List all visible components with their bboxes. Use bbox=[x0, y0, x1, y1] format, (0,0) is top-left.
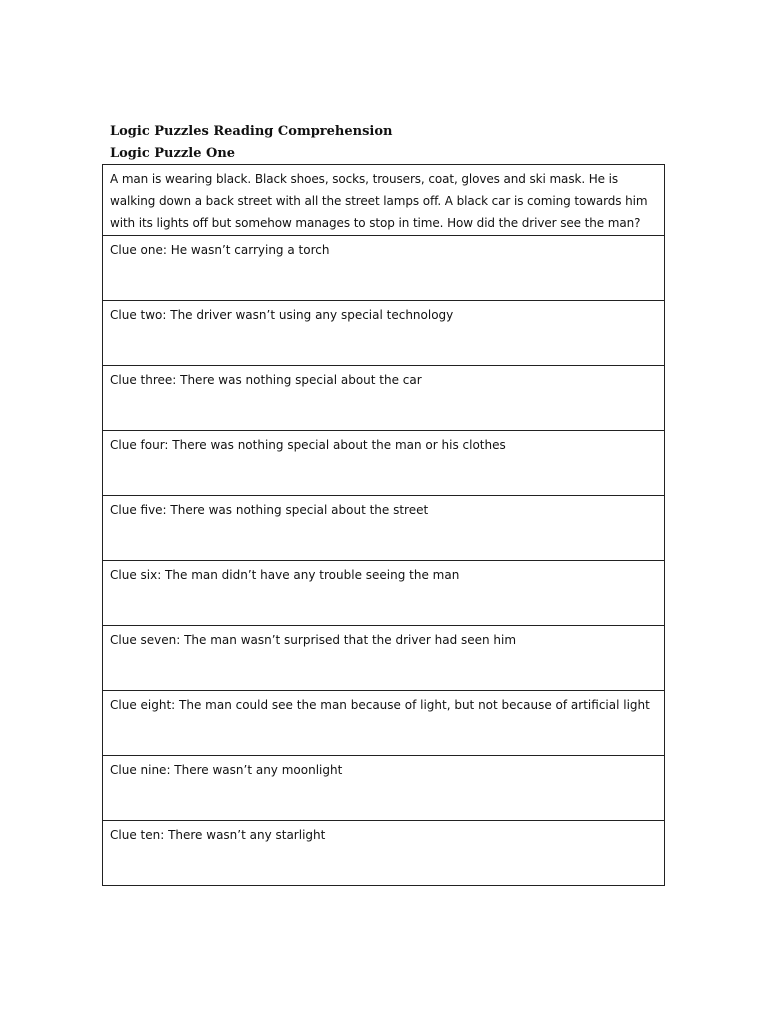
clue-nine: Clue nine: There wasn’t any moonlight bbox=[103, 756, 665, 821]
clue-seven: Clue seven: The man wasn’t surprised that the driver had seen him bbox=[103, 626, 665, 691]
clue-row bbox=[103, 496, 665, 561]
clue-two: Clue two: The driver wasn’t using any special technology bbox=[103, 301, 665, 366]
clue-four: Clue four: There was nothing special about the man or his clothes bbox=[103, 431, 665, 496]
clue-six: Clue six: The man didn’t have any trouble seeing the man bbox=[103, 561, 665, 626]
clue-three: Clue three: There was nothing special about the car bbox=[103, 366, 665, 431]
clue-eight: Clue eight: The man could see the man because of light, but not because of artificial light bbox=[103, 691, 665, 756]
clue-row bbox=[103, 821, 665, 886]
clue-five: Clue five: There was nothing special about the street bbox=[103, 496, 665, 561]
clue-row bbox=[103, 431, 665, 496]
intro-row bbox=[103, 165, 665, 236]
clue-ten: Clue ten: There wasn’t any starlight bbox=[103, 821, 665, 886]
clue-row bbox=[103, 626, 665, 691]
clue-row bbox=[103, 561, 665, 626]
clue-row bbox=[103, 756, 665, 821]
document-title: Logic Puzzles Reading Comprehension bbox=[110, 124, 393, 139]
clue-row bbox=[103, 366, 665, 431]
clue-one: Clue one: He wasn’t carrying a torch bbox=[103, 236, 665, 301]
puzzle-heading: Logic Puzzle One bbox=[110, 146, 236, 161]
puzzle-table bbox=[102, 164, 665, 886]
puzzle-intro: A man is wearing black. Black shoes, socks, trousers, coat, gloves and ski mask. He is walking down a back street with all the street lamps off. A black car is coming towards him with its lights off but somehow manages to stop in time. How did the driver see the man? bbox=[103, 165, 665, 236]
clue-row bbox=[103, 301, 665, 366]
clue-row bbox=[103, 691, 665, 756]
clue-row bbox=[103, 236, 665, 301]
